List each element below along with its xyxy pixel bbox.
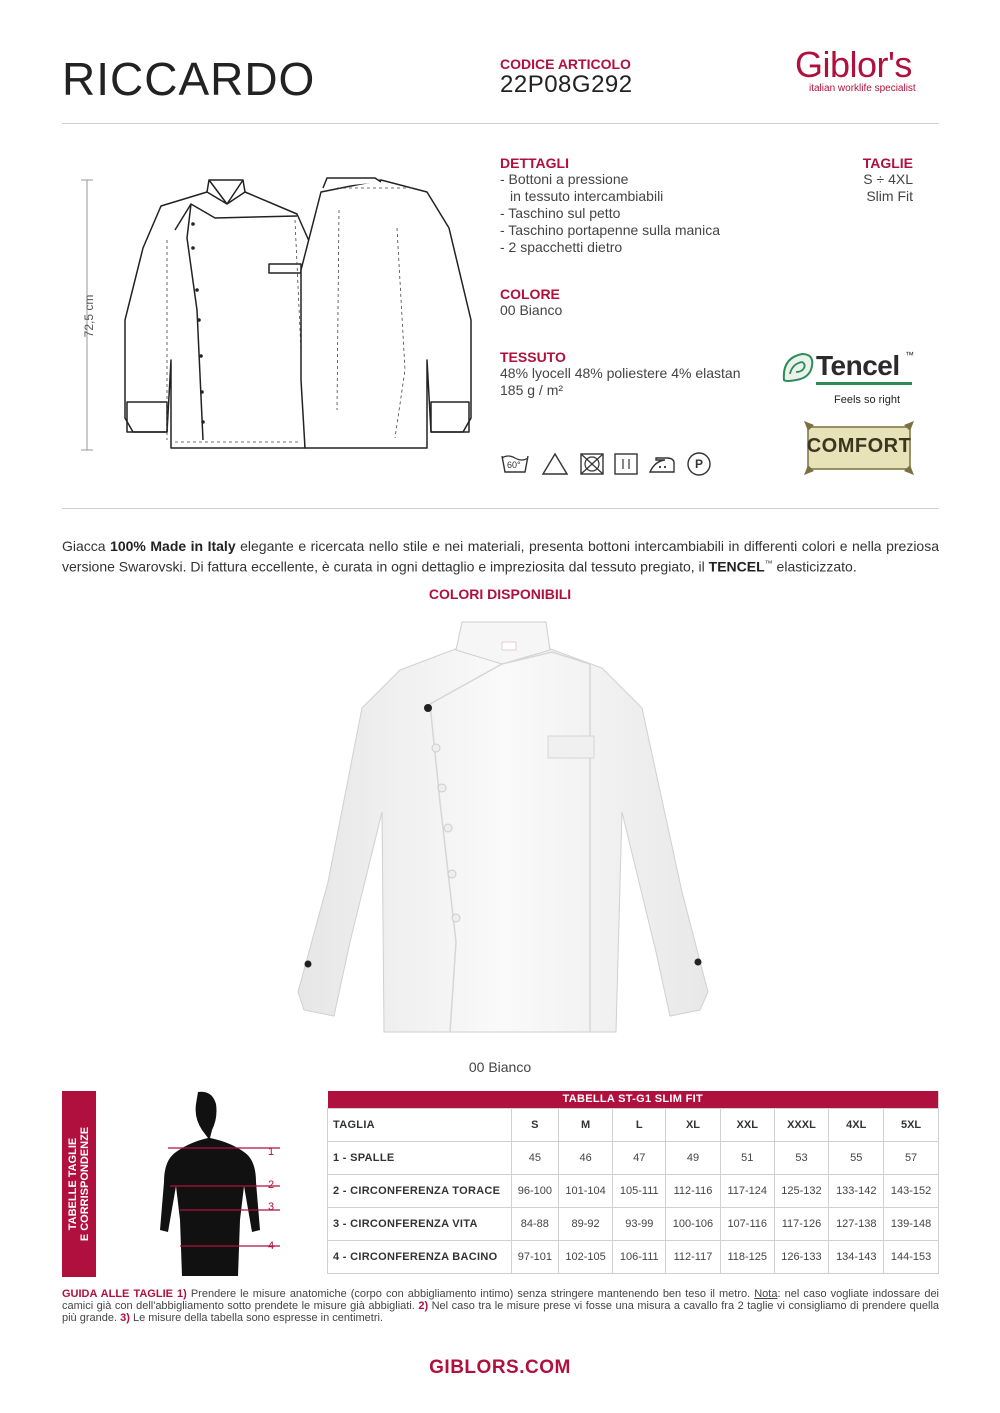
figure-number: 1 bbox=[268, 1146, 275, 1158]
table-cell: 106-111 bbox=[613, 1240, 666, 1273]
size-table bbox=[327, 1091, 939, 1274]
table-row bbox=[328, 1240, 939, 1273]
size-column: XXL bbox=[720, 1108, 774, 1141]
table-cell: 57 bbox=[884, 1141, 939, 1174]
product-title: RICCARDO bbox=[62, 53, 316, 105]
size-column: S bbox=[512, 1108, 559, 1141]
sizes-label: TAGLIE bbox=[862, 155, 913, 171]
tencel-trademark: ™ bbox=[905, 350, 914, 360]
table-row bbox=[328, 1141, 939, 1174]
bleach-icon bbox=[542, 452, 568, 476]
size-column: M bbox=[558, 1108, 613, 1141]
table-cell: 53 bbox=[774, 1141, 829, 1174]
details-item: - Taschino portapenne sulla manica bbox=[500, 222, 720, 238]
dry-clean-letter: P bbox=[694, 457, 703, 471]
sizes-section bbox=[830, 155, 913, 205]
fabric-section bbox=[500, 349, 740, 399]
brand-logo[interactable] bbox=[795, 44, 945, 94]
color-value: 00 Bianco bbox=[500, 302, 563, 318]
table-cell: 105-111 bbox=[613, 1174, 666, 1207]
details-item: - Taschino sul petto bbox=[500, 205, 621, 221]
fabric-composition: 48% lyocell 48% poliestere 4% elastan bbox=[500, 365, 741, 381]
size-table-side-band-text: TABELLE TAGLIE E CORRISPONDENZE bbox=[67, 1126, 91, 1242]
table-row bbox=[328, 1174, 939, 1207]
size-column: 4XL bbox=[829, 1108, 884, 1141]
row-label: 3 - CIRCONFERENZA VITA bbox=[328, 1207, 512, 1240]
table-cell: 144-153 bbox=[884, 1240, 939, 1273]
table-cell: 126-133 bbox=[774, 1240, 829, 1273]
color-label: COLORE bbox=[500, 286, 560, 302]
table-cell: 118-125 bbox=[720, 1240, 774, 1273]
table-cell: 101-104 bbox=[558, 1174, 613, 1207]
table-row bbox=[328, 1207, 939, 1240]
table-cell: 117-126 bbox=[774, 1207, 829, 1240]
sizes-range: S ÷ 4XL bbox=[863, 171, 913, 187]
comfort-badge bbox=[804, 421, 914, 475]
size-table-side-band bbox=[62, 1091, 96, 1277]
fabric-label: TESSUTO bbox=[500, 349, 566, 365]
size-column-label: TAGLIA bbox=[328, 1108, 512, 1141]
details-section bbox=[500, 155, 720, 256]
header-divider bbox=[62, 123, 939, 124]
table-cell: 117-124 bbox=[720, 1174, 774, 1207]
jacket-photo bbox=[290, 612, 715, 1042]
size-column: L bbox=[613, 1108, 666, 1141]
table-cell: 127-138 bbox=[829, 1207, 884, 1240]
section-divider bbox=[62, 508, 939, 509]
jacket-color-caption: 00 Bianco bbox=[468, 1059, 532, 1075]
brand-tagline: italian worklife specialist bbox=[809, 83, 916, 94]
details-item: - 2 spacchetti dietro bbox=[500, 239, 623, 255]
details-item: - Bottoni a pressione bbox=[500, 171, 629, 187]
comfort-text: COMFORT bbox=[806, 435, 912, 457]
table-row bbox=[328, 1108, 939, 1141]
table-cell: 139-148 bbox=[884, 1207, 939, 1240]
tencel-slogan: Feels so right bbox=[834, 394, 901, 406]
table-cell: 107-116 bbox=[720, 1207, 774, 1240]
height-measure bbox=[82, 292, 98, 352]
tencel-underline bbox=[816, 382, 912, 385]
iron-icon bbox=[647, 452, 677, 476]
row-label: 2 - CIRCONFERENZA TORACE bbox=[328, 1174, 512, 1207]
table-cell: 49 bbox=[666, 1141, 721, 1174]
color-section bbox=[500, 286, 562, 319]
available-colors-label: COLORI DISPONIBILI bbox=[428, 586, 572, 602]
table-cell: 112-117 bbox=[666, 1240, 721, 1273]
line-dry-icon bbox=[613, 452, 639, 476]
tencel-leaf-icon bbox=[780, 350, 816, 386]
body-silhouette bbox=[140, 1090, 280, 1276]
table-cell: 51 bbox=[720, 1141, 774, 1174]
size-column: XL bbox=[666, 1108, 721, 1141]
table-cell: 133-142 bbox=[829, 1174, 884, 1207]
wash-temp-label: 60° bbox=[507, 460, 521, 470]
table-cell: 112-116 bbox=[666, 1174, 721, 1207]
size-column: XXXL bbox=[774, 1108, 829, 1141]
table-cell: 93-99 bbox=[613, 1207, 666, 1240]
figure-number: 3 bbox=[268, 1201, 275, 1213]
article-code-label: CODICE ARTICOLO bbox=[500, 56, 631, 72]
table-cell: 46 bbox=[558, 1141, 613, 1174]
table-cell: 96-100 bbox=[512, 1174, 559, 1207]
article-code-value: 22P08G292 bbox=[500, 71, 633, 98]
details-label: DETTAGLI bbox=[500, 155, 569, 171]
product-description: Giacca 100% Made in Italy elegante e ricercata nello stile e nei materiali, presenta bottoni intercambiabili in differenti colori e nella preziosa versione Swarovski. Di fattura eccellente, è curata in ogni dettaglio e impreziosita dal tessuto pregiato, il TENCEL™ elasticizzato. bbox=[62, 538, 940, 575]
figure-number: 2 bbox=[268, 1179, 275, 1191]
size-table-header: TABELLA ST-G1 SLIM FIT bbox=[328, 1091, 939, 1108]
sizes-fit: Slim Fit bbox=[866, 188, 913, 204]
figure-number: 4 bbox=[268, 1240, 275, 1252]
table-cell: 89-92 bbox=[558, 1207, 613, 1240]
table-cell: 100-106 bbox=[666, 1207, 721, 1240]
table-cell: 47 bbox=[613, 1141, 666, 1174]
tencel-name: Tencel bbox=[816, 350, 900, 381]
wash-60-icon bbox=[500, 452, 526, 476]
row-label: 1 - SPALLE bbox=[328, 1141, 512, 1174]
table-cell: 84-88 bbox=[512, 1207, 559, 1240]
table-cell: 134-143 bbox=[829, 1240, 884, 1273]
details-item: in tessuto intercambiabili bbox=[510, 188, 664, 204]
dry-clean-p-icon bbox=[686, 452, 712, 476]
fabric-weight: 185 g / m² bbox=[500, 382, 564, 398]
table-cell: 55 bbox=[829, 1141, 884, 1174]
brand-name: Giblor's bbox=[795, 44, 912, 85]
website-link[interactable]: GIBLORS.COM bbox=[429, 1357, 571, 1378]
table-cell: 45 bbox=[512, 1141, 559, 1174]
size-guide: GUIDA ALLE TAGLIE 1) Prendere le misure anatomiche (corpo con abbigliamento intimo) senza stringere mantenendo ben teso il metro. Nota: nel caso vogliate indossare dei camici già con dell'abbigliamento sotto prendete le misure già abbigliati. 2) Nel caso tra le misure prese vi fosse una misura a cavallo fra 2 taglie vi consigliamo di prendere quella più grande. 3) Le misure della tabella sono espresse in centimetri. bbox=[62, 1288, 940, 1324]
table-cell: 143-152 bbox=[884, 1174, 939, 1207]
technical-drawing bbox=[75, 170, 485, 460]
size-column: 5XL bbox=[884, 1108, 939, 1141]
table-cell: 125-132 bbox=[774, 1174, 829, 1207]
table-cell: 102-105 bbox=[558, 1240, 613, 1273]
height-measure-label: 72,5 cm bbox=[82, 294, 96, 338]
table-cell: 97-101 bbox=[512, 1240, 559, 1273]
row-label: 4 - CIRCONFERENZA BACINO bbox=[328, 1240, 512, 1273]
no-tumble-dry-icon bbox=[579, 452, 605, 476]
